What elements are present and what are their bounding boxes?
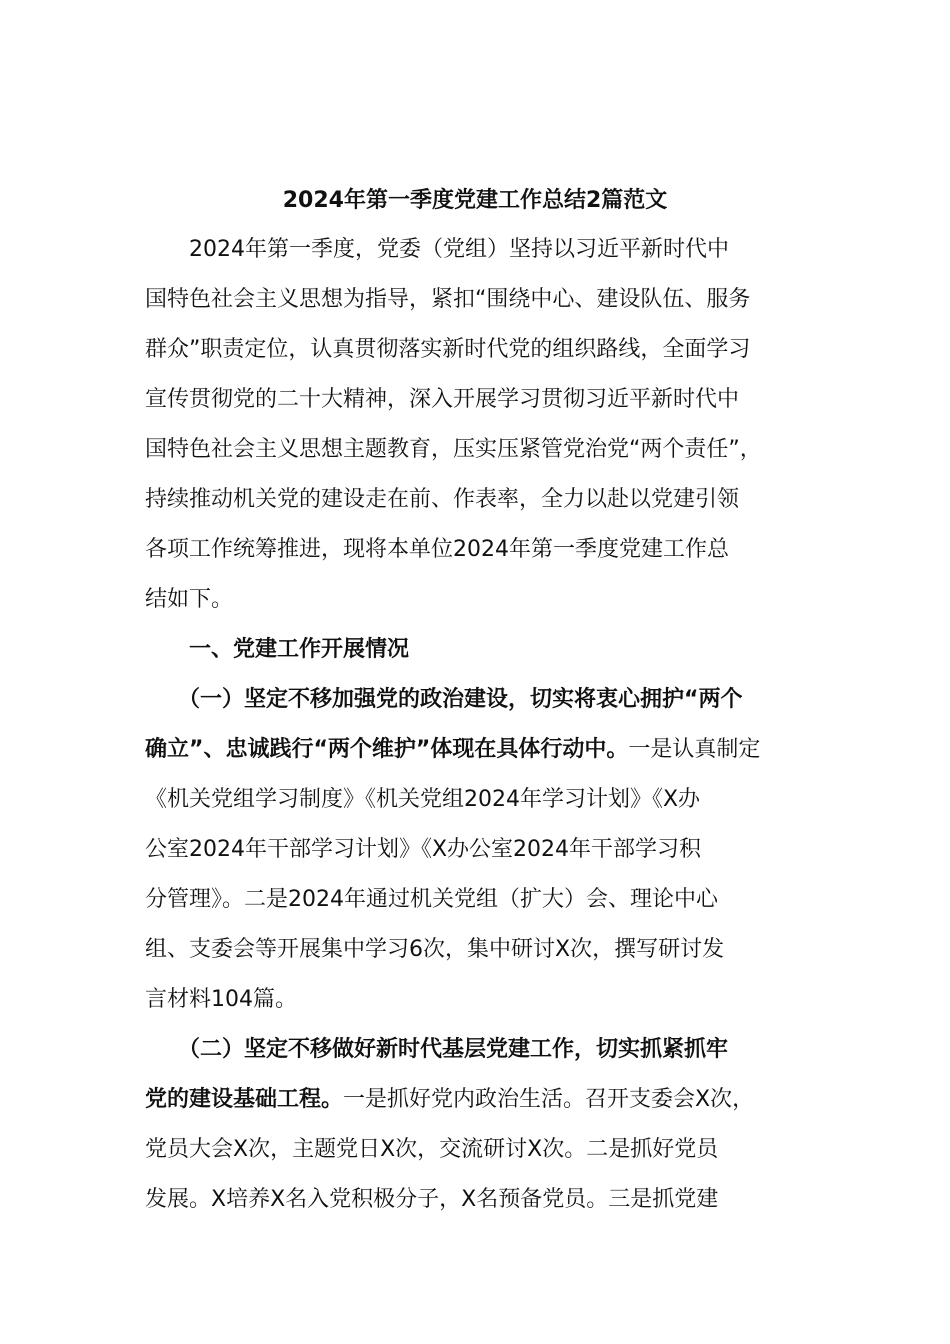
paragraph-line: 群众”职责定位，认真贯彻落实新时代党的组织路线，全面学习 [145, 337, 751, 362]
paragraph-line: 国特色社会主义思想为指导，紧扣“围绕中心、建设队伍、服务 [145, 287, 751, 312]
paragraph-line: 公室2024年干部学习计划》《X办公室2024年干部学习积 [145, 837, 702, 862]
paragraph-line: 国特色社会主义思想主题教育，压实压紧管党治党“两个责任”， [145, 437, 762, 462]
subsection-heading-end: 党的建设基础工程。 [145, 1087, 344, 1112]
paragraph-line: 持续推动机关党的建设走在前、作表率，全力以赴以党建引领 [145, 487, 740, 512]
paragraph-text: 一是抓好党内政治生活。召开支委会X次， [343, 1087, 755, 1112]
section-heading: 一、党建工作开展情况 [145, 637, 410, 662]
paragraph-line: 发展。X培养X名入党积极分子，X名预备党员。三是抓党建 [145, 1187, 719, 1212]
paragraph-line [145, 732, 760, 768]
subsection-heading: （一）坚定不移加强党的政治建设，切实将衷心拥护“两个 [145, 687, 743, 712]
paragraph-line: 党员大会X次，主题党日X次，交流研讨X次。二是抓好党员 [145, 1137, 719, 1162]
paragraph-text: 一是认真制定 [628, 737, 761, 762]
paragraph-line: 分管理》。二是2024年通过机关党组（扩大）会、理论中心 [145, 887, 718, 912]
paragraph-line: 宣传贯彻党的二十大精神，深入开展学习贯彻习近平新时代中 [145, 387, 740, 412]
paragraph-line: 结如下。 [145, 587, 234, 612]
paragraph-line: 组、支委会等开展集中学习6次，集中研讨X次，撰写研讨发 [145, 937, 725, 962]
subsection-heading: （二）坚定不移做好新时代基层党建工作，切实抓紧抓牢 [145, 1037, 729, 1062]
paragraph-line: 2024年第一季度，党委（党组）坚持以习近平新时代中 [145, 237, 729, 262]
paragraph-line: 言材料104篇。 [145, 987, 297, 1012]
paragraph-line: 各项工作统筹推进，现将本单位2024年第一季度党建工作总 [145, 537, 729, 562]
document-title: 2024年第一季度党建工作总结2篇范文 [282, 188, 668, 213]
paragraph-line: 《机关党组学习制度》《机关党组2024年学习计划》《X办 [145, 787, 701, 812]
paragraph-line [145, 1082, 754, 1118]
subsection-heading-end: 确立”、忠诚践行“两个维护”体现在具体行动中。 [145, 737, 629, 762]
